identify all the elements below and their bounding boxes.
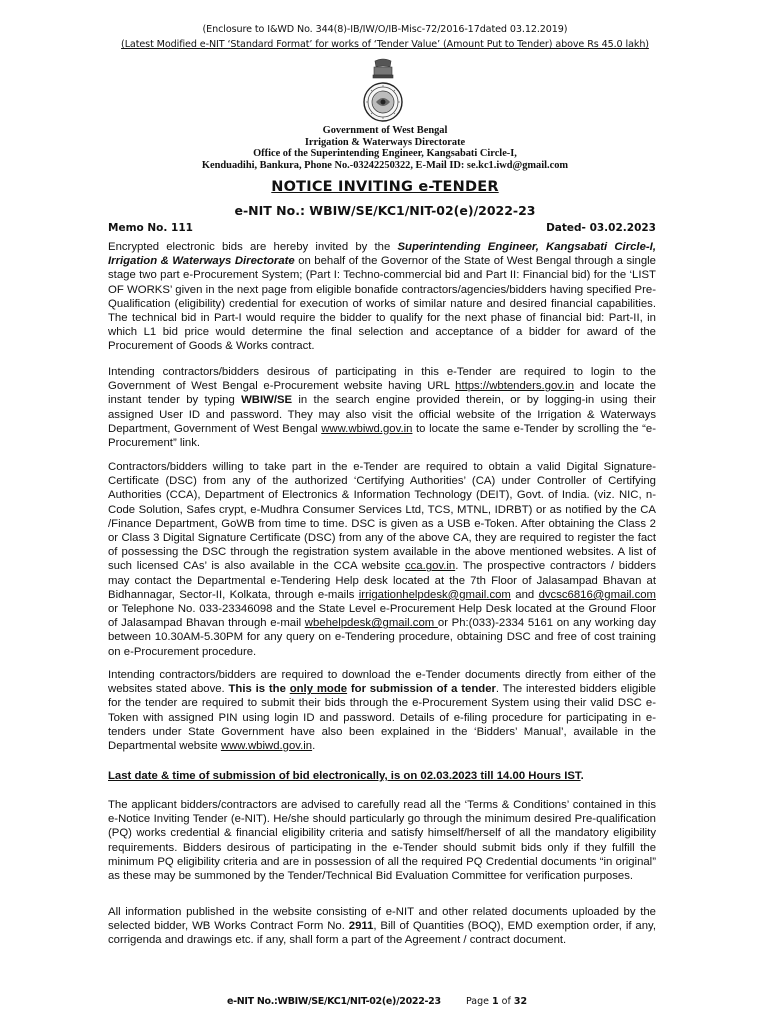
p2-text-d: to locate the same e-Tender by scrolling the “e-Procurement” link. (108, 422, 656, 450)
p3-text-b: . The prospective contractors / bidders may contact the Departmental e-Tendering Help desk located at the 7th Floor of Jalasampad Bhavan at Bidhannagar, Sector-II, Kolkata, through e-mails (108, 560, 656, 601)
p4-text-a: Intending contractors/bidders are required to download the e-Tender documents directly from either of the websites stated above. (108, 669, 656, 696)
p3-text-e: or Ph:(033)-2334 5161 on any working day between 10.30AM-5.30PM for any query on e-Tendering procedure, obtaining DSC and free of cost training on e-Procurement procedure. (108, 617, 657, 658)
dvcsc-email-link[interactable]: dvcsc6816@gmail.com (538, 588, 656, 601)
page-word: Page (466, 996, 493, 1007)
p4-text-b: . The interested bidders eligible for the tender are required to submit their bids through the e-Procurement System using their valid DSC e-Token with assigned PIN using login ID and password. Details of e-filing procedure for participating in e-tenders under State Government have also been explained in the ‘Bidders’ Manual’, available in the Departmental website (108, 683, 656, 753)
p1-text-a: Encrypted electronic bids are hereby invited by the (108, 241, 398, 253)
p7-text-a: All information published in the website consisting of e-NIT and other related documents uploaded by the selected bidder, WB Works Contract Form No. (108, 906, 656, 933)
government-emblem (358, 58, 408, 124)
footer-reference: e-NIT No.:WBIW/SE/KC1/NIT-02(e)/2022-23 (227, 996, 441, 1007)
paragraph-invitation (108, 240, 656, 354)
wbiwd-link[interactable]: www.wbiwd.gov.in (321, 422, 413, 435)
submission-deadline (108, 769, 656, 783)
office-address: Kenduadihi, Bankura, Phone No.-03242250322, E-Mail ID: se.kc1.iwd@gmail.com (201, 160, 569, 171)
search-code: WBIW/SE (241, 394, 293, 407)
p4-bold-a: This is the (228, 683, 290, 696)
government-name: Government of West Bengal (322, 125, 448, 136)
paragraph-login-instructions (108, 365, 656, 450)
paragraph-download-instructions (108, 668, 656, 753)
p4-text-c: . (312, 740, 316, 753)
enit-number: e-NIT No.: WBIW/SE/KC1/NIT-02(e)/2022-23 (234, 203, 536, 218)
cca-link[interactable]: cca.gov.in (404, 560, 456, 573)
p4-bold-b: for submission of a tender (347, 683, 496, 696)
enclosure-line: (Enclosure to I&WD No. 344(8)-IB/IW/O/IB-Misc-72/2016-17dated 03.12.2019) (202, 24, 568, 35)
p2-text-b: and locate the instant tender by typing (108, 380, 656, 407)
paragraph-documents (108, 905, 656, 948)
helpdesk-email-link[interactable]: irrigationhelpdesk@gmail.com (358, 588, 511, 601)
issuing-authority: Superintending Engineer, Kangsabati Circle-I, Irrigation & Waterways Directorate (108, 241, 656, 268)
p3-text-d: or Telephone No. 033-23346098 and the State Level e-Procurement Help Desk located at the Ground Floor of Jalasampad Bhavan through e-mail (108, 603, 656, 630)
p1-text-c: on behalf of the Governor of the State of West Bengal through a single stage two part e-Procurement System; (Part I: Techno-commercial bid and Part II: Financial bid) for the ‘LIST OF WORKS’ given in the next page from eligible bonafide contractors/agencies/bidders having specified Pre-Qualification (eligibility) credential for execution of works of similar nature and desired financial capabilities. The technical bid in Part-I would require the bidder to qualify for the next phase of financial bid: Part-II, in which L1 bid price would determine the final selection and acceptance of a bidder for award of the Procurement of Goods & Works contract. (108, 255, 656, 353)
directorate-name: Irrigation & Waterways Directorate (304, 137, 466, 148)
page-number: 1 (492, 996, 499, 1007)
modified-format-line: (Latest Modified e-NIT ‘Standard Format’ for works of ‘Tender Value’ (Amount Put to Tender) above Rs 45.0 lakh) (121, 39, 649, 50)
wbehelpdesk-email-link[interactable]: wbehelpdesk@gmail.com (304, 617, 438, 630)
form-number: 2911 (348, 920, 374, 933)
p3-text-a: Contractors/bidders willing to take part in the e-Tender are required to obtain a valid Digital Signature-Certificate (DSC) from any of the authorized ‘Certifying Authorities’ (CA) under Controller of Certifying Authorities (CCA), Department of Electronics & Information Technology (DEIT), Govt. of India. (viz. NIC, n-Code Solution, Safes crypt, e-Mudhra Consumer Services Ltd, TCS, MTNL, IDRBT) or as notified by the CA /Finance Department, GoWB from time to time. DSC is given as a USB e-Token. After obtaining the Class 2 or Class 3 Digital Signature Certificate (DSC) from any of the above CA, they are required to register the fact of possessing the DSC through the registration system available in the above mentioned websites. A list of such licensed CAs’ is also available in the CCA website (108, 461, 656, 573)
wbiwd-link-2[interactable]: www.wbiwd.gov.in (220, 740, 313, 753)
paragraph-terms-advice: The applicant bidders/contractors are advised to carefully read all the ‘Terms & Conditions’ contained in this e-Notice Inviting Tender (e-NIT). He/she should particularly go through the minimum desired Pre-qualification (PQ) works credential & financial eligibility criteria and satisfy himself/herself of all the mandatory eligibility requirements. Bidders desirous of participating in the e-Tender should submit bids only if they fulfill the minimum PQ eligibility criteria and are in possession of all the required PQ Credential documents “in original” as these may be summoned by the Tender/Technical Bid Evaluation Committee for verification purposes. (108, 799, 656, 883)
paragraph-dsc-requirements (108, 460, 656, 659)
p2-text-c: in the search engine provided therein, or by logging-in using their assigned User ID and password. They may also visit the official website of the Irrigation & Waterways Department, Government of West Bengal (108, 394, 656, 435)
wbtenders-link[interactable]: https://wbtenders.gov.in (455, 380, 575, 393)
p2-text-a: Intending contractors/bidders desirous of participating in this e-Tender are required to login to the Government of West Bengal e-Procurement website having URL (108, 366, 656, 393)
memo-number: Memo No. 111 (108, 222, 193, 234)
memo-date: Dated- 03.02.2023 (546, 222, 656, 234)
p3-text-c: and (510, 588, 539, 601)
deadline-text: Last date & time of submission of bid electronically, is on 02.03.2023 till 14.00 Hours IST (108, 770, 581, 782)
document-title: NOTICE INVITING e-TENDER (271, 179, 499, 195)
deadline-period: . (580, 770, 584, 782)
page-total: 32 (513, 996, 528, 1007)
only-mode-emphasis: only mode (289, 683, 348, 696)
page-counter (466, 996, 527, 1007)
p7-text-b: , Bill of Quantities (BOQ), EMD exemption order, if any, corrigenda and drawings etc. if any, shall form a part of the Agreement / contract document. (108, 920, 657, 947)
office-name: Office of the Superintending Engineer, Kangsabati Circle-I, (253, 148, 517, 159)
of-word: of (498, 996, 514, 1007)
